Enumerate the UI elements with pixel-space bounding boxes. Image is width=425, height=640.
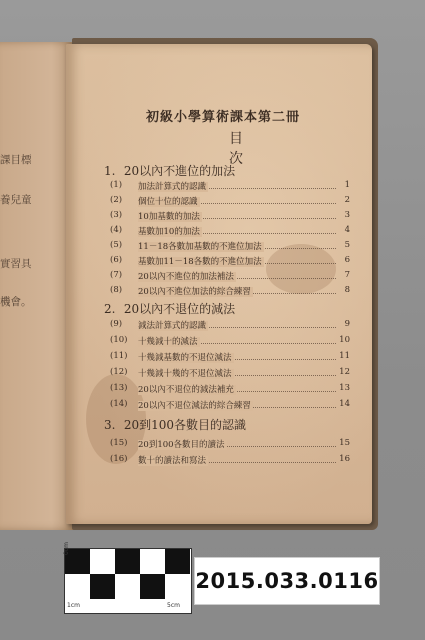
- accession-number-label: 2015.033.0116: [194, 557, 380, 605]
- ruler-right-label: 5cm: [167, 602, 180, 609]
- item-number: (3): [110, 210, 123, 220]
- left-page-text: 課目標: [0, 154, 32, 166]
- item-number: (4): [110, 225, 123, 235]
- item-page: 15: [339, 438, 350, 448]
- item-page: 5: [344, 240, 350, 250]
- item-label: 數十的讀法和寫法: [138, 456, 207, 466]
- item-label: 20以內不退位的減法補充: [138, 385, 234, 395]
- section-heading: [104, 300, 235, 317]
- left-page-text: 機會。: [0, 296, 32, 308]
- item-number: (10): [110, 335, 128, 345]
- item-page: 10: [339, 335, 350, 345]
- ruler-square: [115, 549, 140, 574]
- item-label: 10加基數的加法: [138, 212, 200, 222]
- item-label: 十幾減基數的不退位減法: [138, 353, 232, 363]
- toc-page: [66, 44, 372, 524]
- section-heading: [104, 416, 246, 433]
- item-number: (12): [110, 367, 128, 377]
- toc-item: [110, 399, 350, 411]
- item-page: 13: [339, 383, 350, 393]
- ruler-square: [90, 574, 115, 599]
- ruler-square: [140, 574, 165, 599]
- item-number: (15): [110, 438, 128, 448]
- item-page: 7: [344, 270, 350, 280]
- toc-item: [110, 335, 350, 347]
- item-page: 14: [339, 399, 350, 409]
- item-page: 3: [344, 210, 350, 220]
- toc-item: [110, 195, 350, 207]
- left-page-text: 實習具: [0, 258, 32, 270]
- item-label: 十幾減十幾的不退位減法: [138, 369, 232, 379]
- toc-item: [110, 383, 350, 395]
- item-page: 9: [344, 319, 350, 329]
- left-page-text: 養兒童: [0, 194, 32, 206]
- item-number: (16): [110, 454, 128, 464]
- item-page: 2: [344, 195, 350, 205]
- item-label: 基數加10的加法: [138, 227, 200, 237]
- toc-item: [110, 454, 350, 466]
- item-page: 12: [339, 367, 350, 377]
- toc-item: [110, 225, 350, 237]
- item-number: (8): [110, 285, 123, 295]
- toc-item: [110, 270, 350, 282]
- item-number: (1): [110, 180, 123, 190]
- item-page: 4: [344, 225, 350, 235]
- item-label: 個位十位的認識: [138, 197, 198, 207]
- toc-item: [110, 351, 350, 363]
- item-number: (2): [110, 195, 123, 205]
- section-title: 20以內不退位的減法: [123, 302, 236, 316]
- toc-item: [110, 367, 350, 379]
- ruler-side-label: 0cm: [63, 542, 70, 555]
- item-number: (7): [110, 270, 123, 280]
- section-title: 20以內不進位的加法: [123, 164, 236, 178]
- section-number: 1.: [104, 164, 116, 178]
- item-label: 20到100各數目的讀法: [138, 440, 225, 450]
- ruler-square: [165, 549, 190, 574]
- toc-item: [110, 180, 350, 192]
- toc-item: [110, 210, 350, 222]
- item-number: (13): [110, 383, 128, 393]
- item-page: 11: [339, 351, 350, 361]
- item-label: 20以內不進位加法的綜合練習: [138, 287, 251, 297]
- item-page: 16: [339, 454, 350, 464]
- toc-item: [110, 438, 350, 450]
- item-label: 十幾減十的減法: [138, 337, 198, 347]
- item-label: 減法計算式的認識: [138, 321, 207, 331]
- item-number: (14): [110, 399, 128, 409]
- toc-item: [110, 319, 350, 331]
- item-page: 6: [344, 255, 350, 265]
- item-page: 8: [344, 285, 350, 295]
- item-number: (6): [110, 255, 123, 265]
- item-label: 加法計算式的認識: [138, 182, 207, 192]
- section-number: 3.: [104, 418, 116, 432]
- item-page: 1: [344, 180, 350, 190]
- item-label: 20以內不進位的加法補法: [138, 272, 234, 282]
- item-label: 20以內不退位減法的綜合練習: [138, 401, 251, 411]
- item-number: (5): [110, 240, 123, 250]
- book-title: 初級小學算術課本第二冊: [145, 110, 300, 125]
- item-label: 基數加11－18各數的不進位加法: [138, 257, 262, 267]
- section-number: 2.: [104, 302, 116, 316]
- toc-item: [110, 285, 350, 297]
- section-heading: [104, 162, 235, 179]
- ruler-left-label: 1cm: [67, 602, 80, 609]
- item-label: 11－18各數加基數的不進位加法: [138, 242, 262, 252]
- left-facing-page: [0, 42, 74, 530]
- item-number: (11): [110, 351, 128, 361]
- item-number: (9): [110, 319, 123, 329]
- toc-heading: 目 次: [229, 131, 261, 167]
- toc-item: [110, 255, 350, 267]
- section-title: 20到100各數目的認識: [123, 418, 247, 432]
- toc-item: [110, 240, 350, 252]
- scale-ruler: [63, 542, 192, 614]
